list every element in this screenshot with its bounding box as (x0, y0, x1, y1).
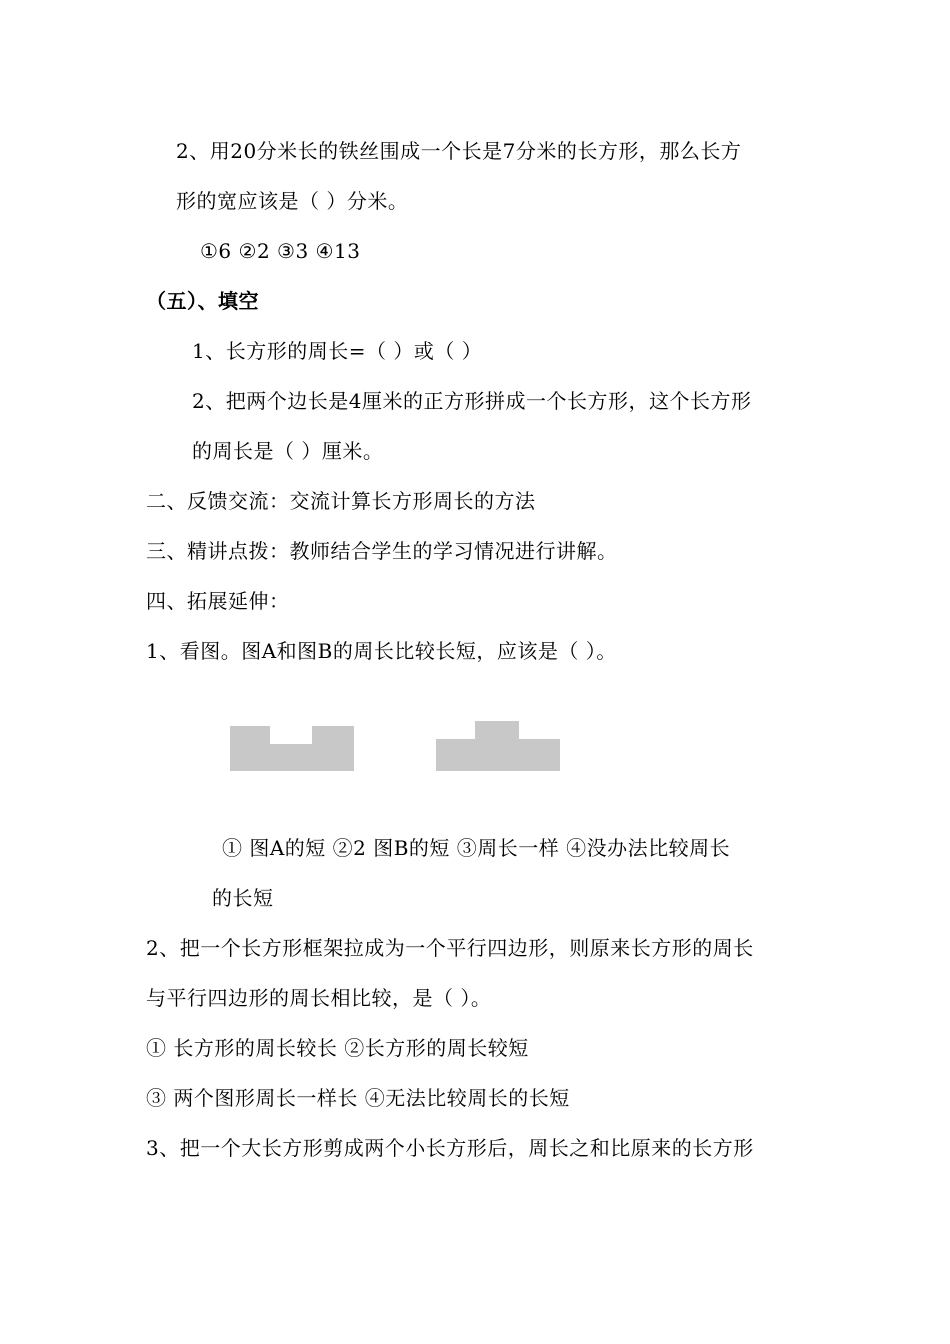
figure-b-shape (436, 721, 560, 771)
fill-question-1: 1、长方形的周长=（ ）或（ ） (192, 339, 483, 363)
section-explanation: 三、精讲点拨：教师结合学生的学习情况进行讲解。 (146, 539, 618, 563)
question-2-options: ①6 ②2 ③3 ④13 (200, 239, 361, 263)
extension-question-2-line-1: 2、把一个长方形框架拉成为一个平行四边形，则原来长方形的周长 (146, 936, 754, 960)
fill-question-2-line-2: 的周长是（ ）厘米。 (192, 439, 384, 463)
figure-a (228, 720, 358, 775)
extension-question-1-options-cont: 的长短 (212, 886, 274, 910)
section-heading-fill-blank: （五）、填空 (146, 289, 259, 313)
section-feedback: 二、反馈交流：交流计算长方形周长的方法 (146, 489, 536, 513)
extension-question-1: 1、看图。图A和图B的周长比较长短，应该是（ ）。 (146, 639, 617, 663)
extension-question-1-options: ① 图A的短 ②2 图B的短 ③周长一样 ④没办法比较周长 (222, 836, 731, 860)
extension-question-2-line-2: 与平行四边形的周长相比较，是（ ）。 (146, 986, 492, 1010)
figure-a-shape (230, 726, 354, 771)
section-extension: 四、拓展延伸： (146, 589, 290, 613)
question-2-line-2: 形的宽应该是（ ）分米。 (176, 189, 409, 213)
fill-question-2-line-1: 2、把两个边长是4厘米的正方形拼成一个长方形，这个长方形 (192, 389, 752, 413)
extension-question-2-options-2: ③ 两个图形周长一样长 ④无法比较周长的长短 (146, 1086, 570, 1110)
extension-question-2-options-1: ① 长方形的周长较长 ②长方形的周长较短 (146, 1036, 529, 1060)
question-2-line-1: 2、用20分米长的铁丝围成一个长是7分米的长方形，那么长方 (176, 139, 742, 163)
figure-b (434, 718, 564, 774)
extension-question-3-line-1: 3、把一个大长方形剪成两个小长方形后，周长之和比原来的长方形 (146, 1136, 754, 1160)
